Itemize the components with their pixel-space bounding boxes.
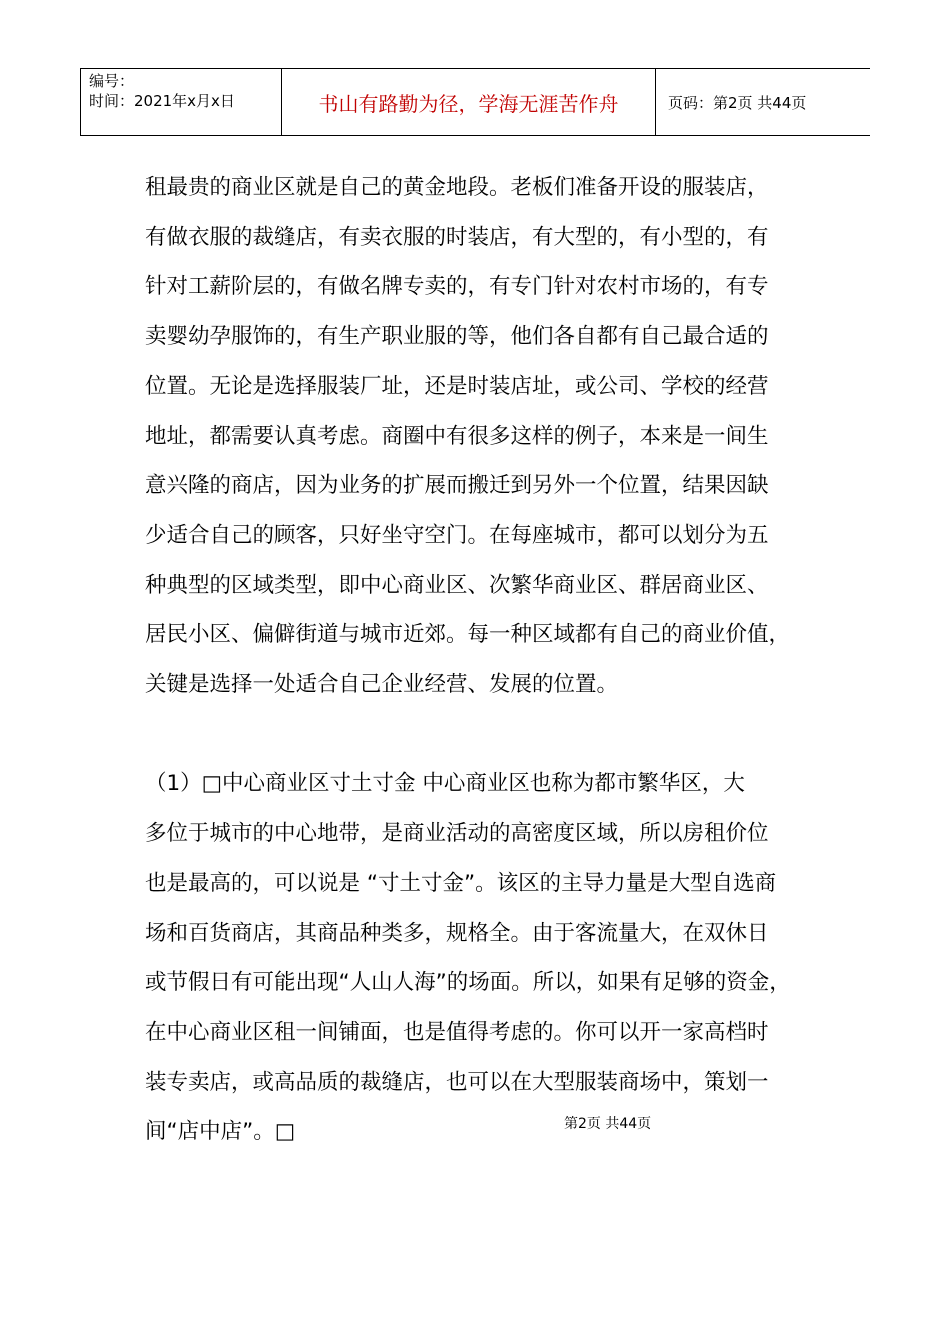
page-number-label: 页码：第2页 共44页 [668, 93, 807, 112]
body-text [145, 163, 825, 1157]
motto-text: 书山有路勤为径，学海无涯苦作舟 [318, 91, 619, 116]
text-line: 有做衣服的裁缝店，有卖衣服的时装店，有大型的，有小型的，有 [145, 224, 769, 250]
text-line: 在中心商业区租一间铺面，也是值得考虑的。你可以开一家高档时 [145, 1019, 769, 1045]
page-footer [564, 1113, 651, 1133]
text-line: 居民小区、偏僻街道与城市近郊。每一种区域都有自己的商业价值， [145, 622, 791, 648]
text-line: 卖婴幼孕服饰的，有生产职业服的等，他们各自都有自己最合适的 [145, 324, 769, 350]
text-line: 地址，都需要认真考虑。商圈中有很多这样的例子，本来是一间生 [145, 423, 769, 449]
header-table [80, 68, 870, 136]
text-line: 多位于城市的中心地带，是商业活动的高密度区域，所以房租价位 [145, 821, 769, 847]
number-label: 编号： [89, 72, 135, 90]
date-label: 时间：2021年x月x日 [89, 92, 235, 110]
text-line: 装专卖店，或高品质的裁缝店，也可以在大型服装商场中，策划一 [145, 1069, 769, 1095]
footer-page-number: 第2页 共44页 [564, 1116, 652, 1132]
text-line: 场和百货商店，其商品种类多，规格全。由于客流量大，在双休日 [145, 920, 769, 946]
header-motto-cell [282, 69, 656, 135]
text-line: 也是最高的，可以说是 “寸土寸金”。该区的主导力量是大型自选商 [145, 870, 777, 896]
text-line: 意兴隆的商店，因为业务的扩展而搬迁到另外一个位置，结果因缺 [145, 473, 769, 499]
header-meta-cell [80, 69, 282, 135]
text-line: 关键是选择一处适合自己企业经营、发展的位置。 [145, 672, 619, 698]
header-page-cell [656, 69, 870, 135]
paragraph-1 [145, 163, 825, 710]
text-line: 少适合自己的顾客，只好坐守空门。在每座城市，都可以划分为五 [145, 522, 769, 548]
text-line: 间“店中店”。□ [145, 1119, 296, 1145]
text-line: 针对工薪阶层的，有做名牌专卖的，有专门针对农村市场的，有专 [145, 274, 769, 300]
text-line: 种典型的区域类型，即中心商业区、次繁华商业区、群居商业区、 [145, 572, 769, 598]
paragraph-2 [145, 759, 825, 1157]
text-line: 租最贵的商业区就是自己的黄金地段。老板们准备开设的服装店， [145, 175, 769, 200]
text-line: 或节假日有可能出现“人山人海”的场面。所以，如果有足够的资金， [145, 970, 791, 996]
text-line: （1）□中心商业区寸土寸金 中心商业区也称为都市繁华区，大 [145, 771, 745, 797]
text-line: 位置。无论是选择服装厂址，还是时装店址，或公司、学校的经营 [145, 373, 769, 399]
